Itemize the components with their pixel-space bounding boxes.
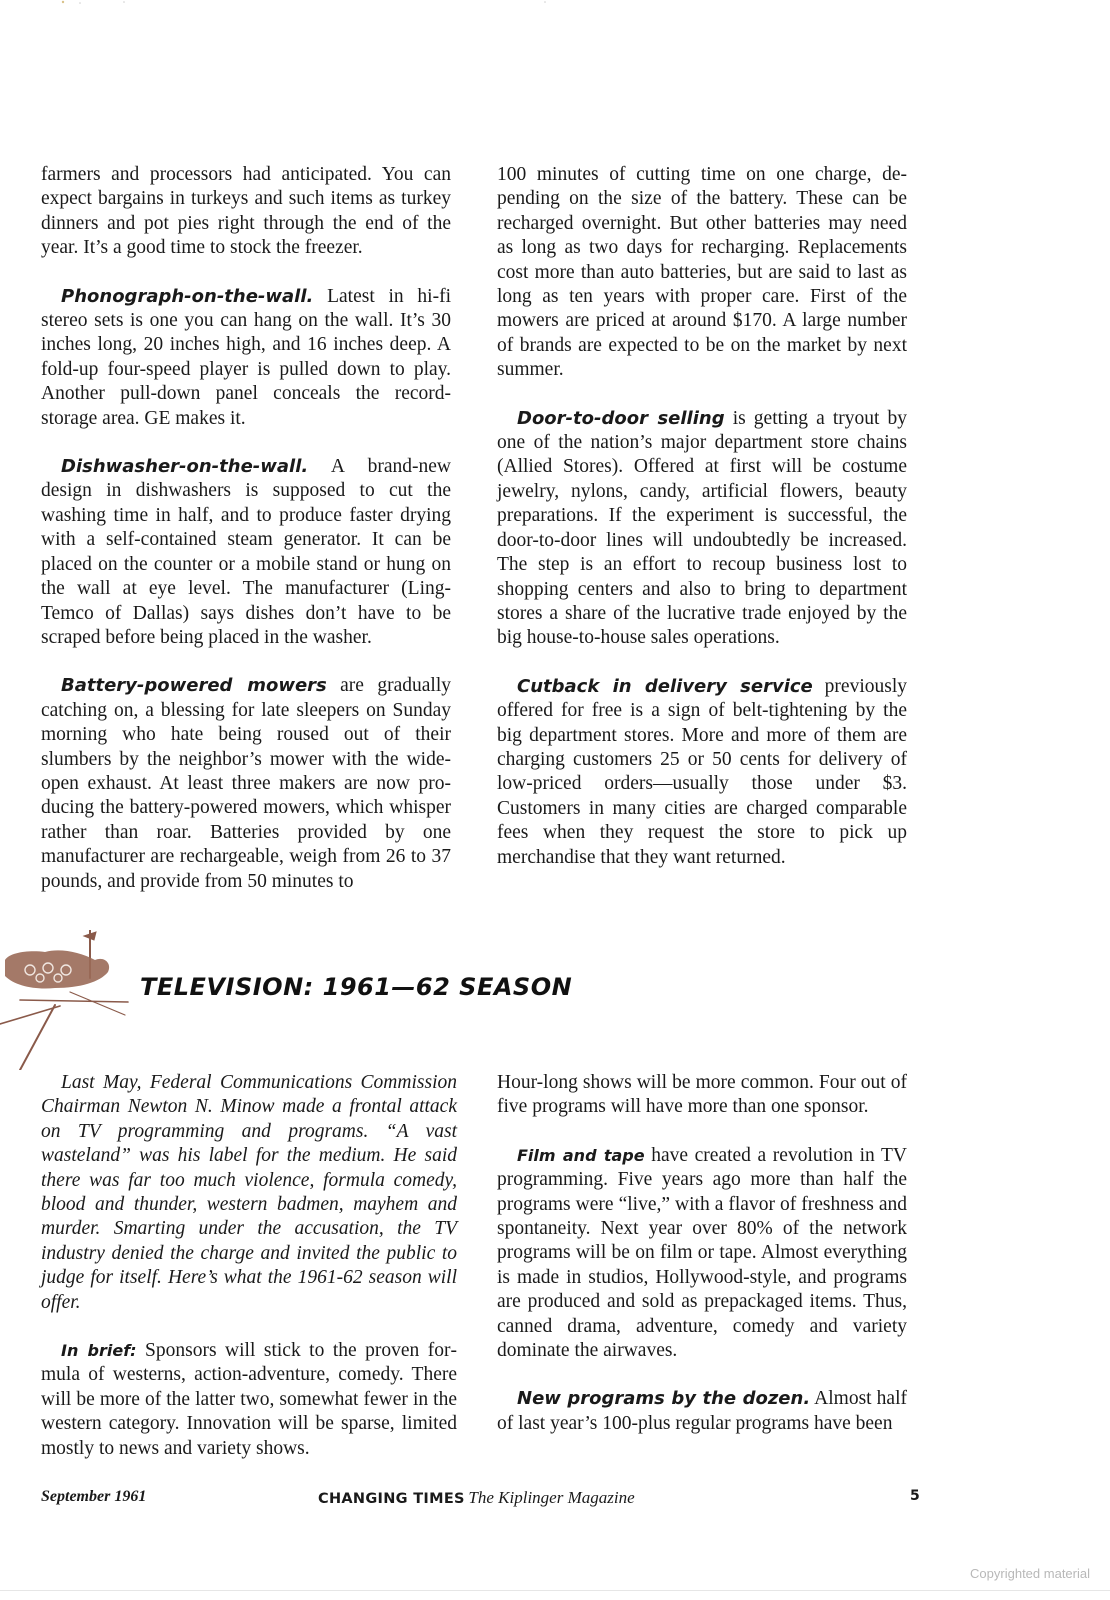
paragraph-lead: Cutback in delivery service	[517, 675, 813, 697]
article-column-1	[41, 163, 451, 918]
paragraph-text: have created a revolution in TV programming. Five years ago more than half the programs were “live,” with a flavor of freshness and spontaneity. Next year over 80% of the network programs will be on film or tape. Almost everything is made in studios, Hollywood-style, and programs are produced and sold as prepackaged items. Thus, canned drama, adventure, comedy and variety dominate the airwaves.	[497, 1144, 907, 1362]
article-column-2	[497, 163, 907, 894]
paragraph-text: Hour-long shows will be more common. Four out of five programs will have more than one sponsor.	[497, 1072, 907, 1118]
paragraph-lead: New programs by the dozen.	[517, 1388, 811, 1410]
paragraph	[41, 674, 451, 894]
paragraph-text: farmers and processors had anticipated. You can expect bargains in turkeys and such items as turkey dinners and pot pies right through the end of the year. It’s a good time to stock the freezer.	[41, 164, 451, 259]
paragraph-text: previously offered for free is a sign of belt-tightening by the big department stores. More and more of them are charging customers 25 or 50 cents for delivery of low-priced orders—usually those under $3. Customers in many cities are charged comparable fees when they request the store to pick up merchandise that they want returned.	[497, 675, 907, 868]
paragraph-text: A brand-new design in dishwashers is supposed to cut the washing time in half, and to produce faster drying with a self-contained steam generator. It can be placed on the counter or a mobile stand or hung on the wall at eye level. The manufacturer (Ling-Temco of Dallas) says dishes don’t have to be scraped before being placed in the washer.	[41, 456, 451, 648]
paragraph-text: Sponsors will stick to the proven formula of westerns, action-adventure, comedy. There will be more of the latter two, somewhat fewer in the western category. Innovation will be sparse, limited mostly to news and variety shows.	[41, 1340, 457, 1459]
weathervane-illustration	[0, 930, 135, 1070]
bottom-divider	[0, 1590, 1110, 1591]
paragraph	[41, 163, 451, 261]
paragraph-lead: In brief:	[61, 1341, 137, 1361]
paragraph-text: Last May, Federal Communications Commission Chairman Newton N. Minow made a frontal attack on TV programming and programs. “A vast wasteland” was his label for the medium. He said there was far too much violence, formula comedy, blood and thunder, western badmen, mayhem and murder. Smarting under the accusation, the TV industry denied the charge and invited the public to judge for itself. Here’s what the 1961-62 season will offer.	[41, 1072, 457, 1313]
footer-date: September 1961	[41, 1488, 147, 1505]
paragraph	[497, 1144, 907, 1364]
page-footer	[0, 1488, 1110, 1512]
paragraph	[497, 1387, 907, 1436]
paragraph-lead: Phonograph-on-the-wall.	[61, 285, 314, 307]
paragraph-lead: Film and tape	[517, 1145, 645, 1165]
article-column-4	[497, 1071, 907, 1460]
article-column-3	[41, 1071, 457, 1485]
paragraph-lead: Battery-powered mowers	[61, 675, 327, 697]
paragraph-lead: Dishwasher-on-the-wall.	[61, 456, 309, 478]
paragraph-lead: Door-to-door selling	[517, 407, 725, 429]
scan-specks	[60, 0, 560, 10]
paragraph-text: are gradually catching on, a blessing for late sleepers on Sunday morning who hate being roused out of their slumbers by the neighbor’s mower with the wide-open exhaust. At least three makers are now producing the battery-powered mowers, which whisper rather than roar. Batteries provided by one manufacturer are rechargeable, weigh from 26 to 37 pounds, and provide from 50 minutes to	[41, 675, 451, 892]
paragraph	[497, 407, 907, 651]
paragraph-text: Almost half of last year’s 100-plus regular programs have been	[497, 1388, 907, 1434]
paragraph	[497, 1071, 907, 1120]
paragraph	[497, 675, 907, 870]
paragraph-text: Latest in hi-fi stereo sets is one you can hang on the wall. It’s 30 inches long, 20 inches high, and 16 inches deep. A fold-up four-speed player is pulled down to play. Another pull-down panel conceals the record-storage area. GE makes it.	[41, 285, 451, 429]
paragraph	[41, 455, 451, 650]
paragraph-text: is getting a tryout by one of the nation’s major department store chains (Allied Stores). Offered at first will be costume jewelry, nylons, candy, artificial flowers, beauty preparations. If the experiment is successful, the door-to-door lines will undoubtedly be increased. The step is an effort to recoup business lost to shopping centers and also to bring to department stores a share of the lucrative trade enjoyed by the big house-to-house sales operations.	[497, 407, 908, 649]
paragraph	[497, 163, 907, 383]
paragraph-text: 100 minutes of cutting time on one charge, depending on the size of the battery. These can be recharged overnight. But other batteries may need as long as two days for recharging. Replacements cost more than auto batteries, but are said to last as long as ten years with proper care. First of the mowers are priced at around $170. A large number of brands are expected to be on the market by next summer.	[497, 164, 907, 381]
footer-magazine-title: CHANGING TIMES	[318, 1491, 465, 1507]
paragraph	[41, 285, 451, 431]
paragraph	[41, 1071, 457, 1315]
footer-magazine	[318, 1488, 635, 1508]
paragraph	[41, 1339, 457, 1461]
page-number: 5	[910, 1488, 920, 1504]
footer-magazine-subtitle: The Kiplinger Magazine	[468, 1488, 635, 1507]
section-heading: TELEVISION: 1961—62 SEASON	[140, 973, 573, 1001]
copyright-watermark: Copyrighted material	[970, 1566, 1090, 1581]
